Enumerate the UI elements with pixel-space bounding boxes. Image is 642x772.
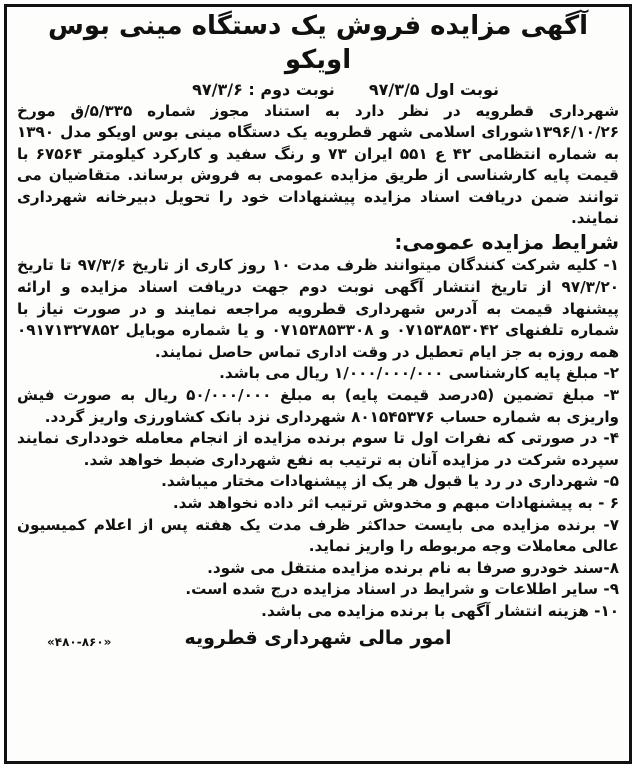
auction-notice <box>4 4 632 764</box>
condition-8: ۸-سند خودرو صرفا به نام برنده مزایده منتقل می شود. <box>207 558 619 577</box>
notice-title: آگهی مزایده فروش یک دستگاه مینی بوس اویکو <box>47 11 589 75</box>
condition-10: ۱۰- هزینه انتشار آگهی با برنده مزایده می باشد. <box>261 601 619 620</box>
first-round: نوبت اول ۹۷/۳/۵ <box>368 80 499 99</box>
signature <box>17 625 619 651</box>
second-round: نوبت دوم : ۹۷/۳/۶ <box>192 80 335 99</box>
signature-text: امور مالی شهرداری قطرویه <box>184 626 452 649</box>
intro-paragraph: شهرداری قطرویه در نظر دارد به استناد مجوز شماره ۵/۳۳۵/ق مورخ ۱۳۹۶/۱۰/۲۶شورای اسلامی شهر قطرویه یک دستگاه مینی بوس اویکو مدل ۱۳۹۰ به شماره انتظامی ۴۲ ع ۵۵۱ ایران ۷۳ و رنگ سفید و کارکرد کیلومتر ۶۷۵۶۴ با قیمت پایه کارشناسی از طریق مزایده عمومی به فروش برساند. متقاضیان می توانند ضمن دریافت اسناد مزایده پیشنهادات خود را تحویل دبیرخانه شهرداری نمایند. <box>17 102 620 228</box>
conditions-title: شرایط مزایده عمومی: <box>394 230 619 255</box>
condition-7: ۷- برنده مزایده می بایست حداکثر ظرف مدت یک هفته پس از اعلام کمیسیون عالی معاملات وجه مربوطه را واریز نماید. <box>17 515 619 556</box>
ad-code: «۴۸۰-۸۶۰» <box>47 634 112 649</box>
condition-5: ۵- شهرداری در رد یا قبول هر یک از پیشنهادات مختار میباشد. <box>161 472 619 491</box>
publication-rounds <box>17 79 619 101</box>
condition-4: ۴- در صورتی که نفرات اول تا سوم برنده مزایده از انجام معامله خودداری نمایند سپرده شرکت در مزایده آنان به ترتیب به نفع شهرداری ضبط خواهد شد. <box>17 429 619 469</box>
condition-9: ۹- سایر اطلاعات و شرایط در اسناد مزایده درج شده است. <box>185 580 619 599</box>
condition-3: ۳- مبلغ تضمین (۵درصد قیمت پایه) به مبلغ ۵۰/۰۰۰/۰۰۰ ریال به صورت فیش واریزی به شماره حساب ۸۰۱۵۴۵۳۷۶ شهرداری نزد بانک کشاورزی واریز گردد. <box>17 386 619 426</box>
condition-6: ۶ - به پیشنهادات مبهم و مخدوش ترتیب اثر داده نخواهد شد. <box>172 493 619 512</box>
condition-2: ۲- مبلغ پایه کارشناسی ۱/۰۰۰/۰۰۰/۰۰۰ ریال می باشد. <box>219 364 619 383</box>
condition-1: ۱- کلیه شرکت کنندگان میتوانند ظرف مدت ۱۰ روز کاری از تاریخ ۹۷/۳/۶ تا تاریخ ۹۷/۳/۲۰ از تاریخ انتشار آگهی نوبت دوم جهت دریافت اسناد مزایده و ارائه پیشنهاد قیمت به آدرس شهرداری قطرویه مراجعه نمایند و در صورت نیاز با شماره تلفنهای ۰۷۱۵۳۸۵۳۰۴۲ و ۰۷۱۵۳۸۵۳۳۰۸ و یا شماره موبایل ۰۹۱۷۱۳۲۷۸۵۲ همه روزه به جز ایام تعطیل در وقت اداری تماس حاصل نمایند. <box>17 256 620 361</box>
